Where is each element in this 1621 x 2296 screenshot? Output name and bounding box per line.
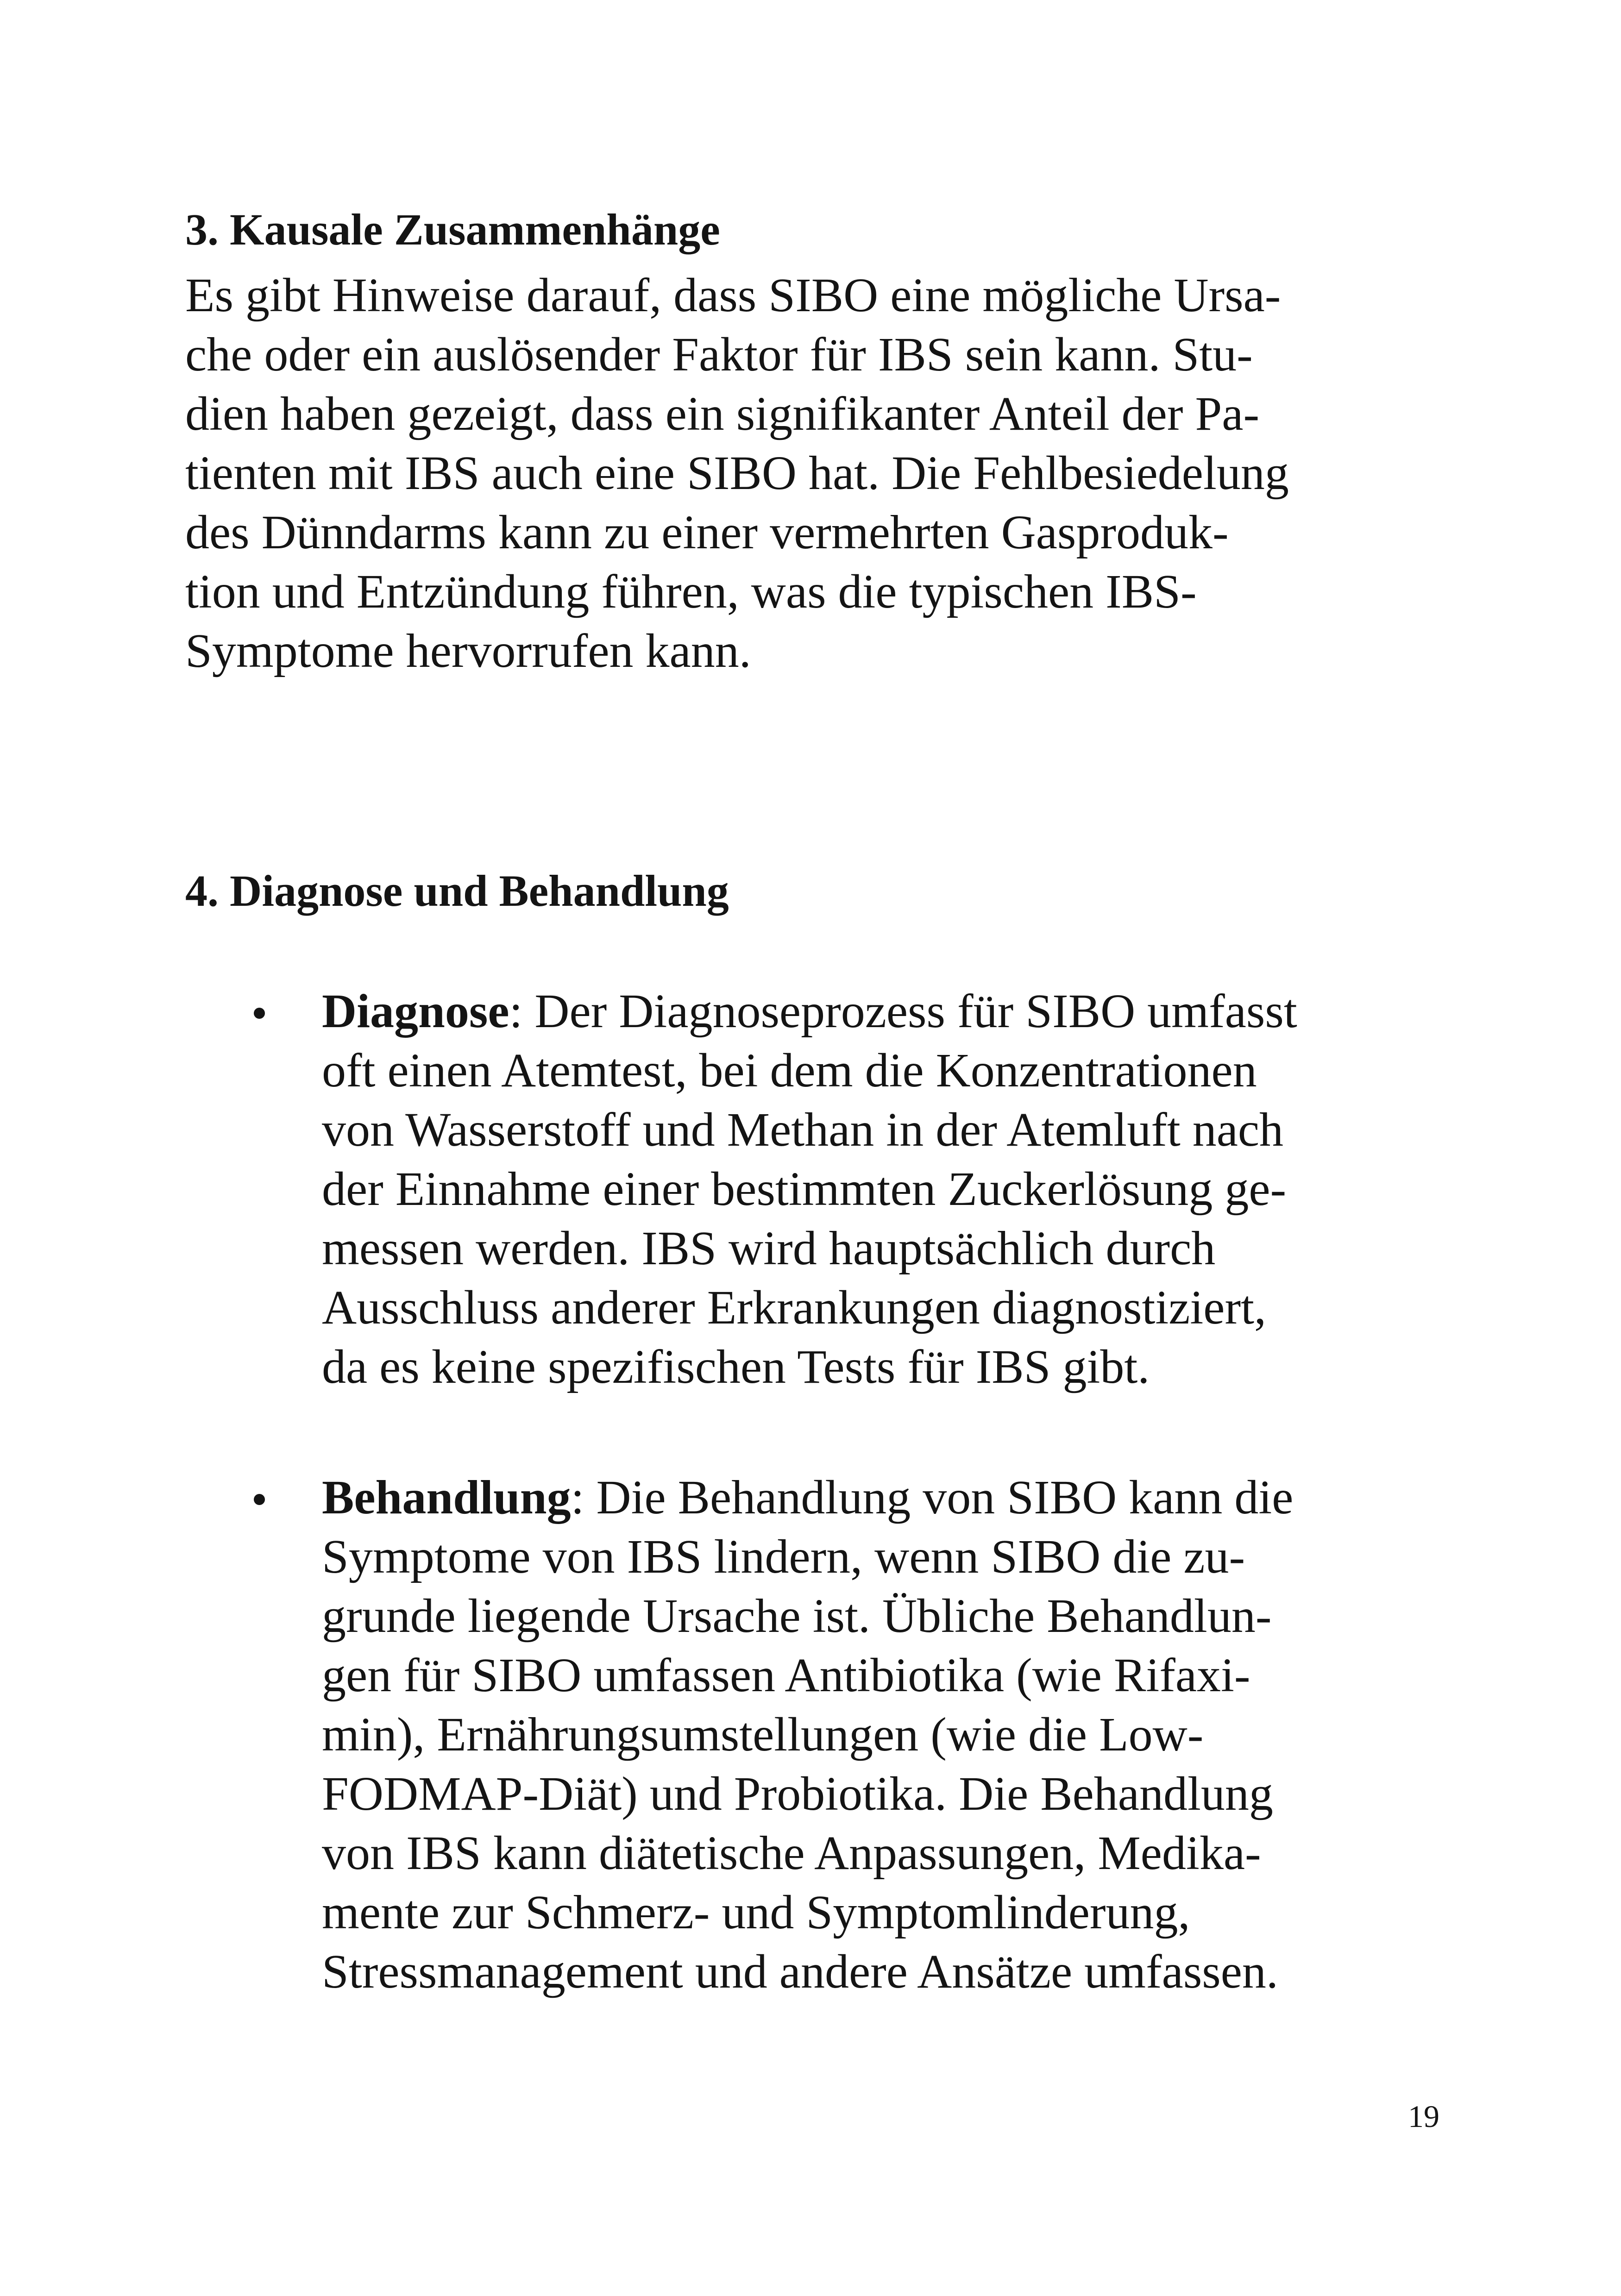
list-item-line: Stressmanagement und andere Ansätze umfassen. — [322, 1945, 1278, 1998]
list-item-line: gen für SIBO umfassen Antibiotika (wie Rifaxi- — [322, 1649, 1250, 1702]
bold-term: Behandlung — [322, 1471, 571, 1524]
bold-term: Diagnose — [322, 985, 509, 1038]
paragraph-line: che oder ein auslösender Faktor für IBS sein kann. Stu- — [185, 328, 1253, 381]
paragraph-line: Es gibt Hinweise darauf, dass SIBO eine mögliche Ursa- — [185, 269, 1281, 322]
list-item-text — [322, 982, 1297, 1397]
list-item-line: oft einen Atemtest, bei dem die Konzentrationen — [322, 1044, 1257, 1097]
list-item-line: FODMAP-Diät) und Probiotika. Die Behandlung — [322, 1767, 1273, 1820]
page-number: 19 — [1408, 2099, 1439, 2134]
section-heading: 3. Kausale Zusammenhänge — [185, 205, 720, 254]
list-item-line: Ausschluss anderer Erkrankungen diagnostiziert, — [322, 1281, 1266, 1334]
list-item-text — [322, 1468, 1293, 2001]
list-item-line: da es keine spezifischen Tests für IBS gibt. — [322, 1340, 1150, 1393]
paragraph-line: dien haben gezeigt, dass ein signifikanter Anteil der Pa- — [185, 387, 1260, 440]
list-item-line: min), Ernährungsumstellungen (wie die Low- — [322, 1708, 1204, 1761]
term-description: : Der Diagnoseprozess für SIBO umfasst — [509, 985, 1297, 1038]
list-item-line: messen werden. IBS wird hauptsächlich durch — [322, 1222, 1216, 1275]
list-item-line: grunde liegende Ursache ist. Übliche Behandlun- — [322, 1589, 1272, 1643]
bullet-icon — [254, 1494, 265, 1505]
list-item-line: mente zur Schmerz- und Symptomlinderung, — [322, 1886, 1190, 1939]
paragraph-line: tion und Entzündung führen, was die typischen IBS- — [185, 565, 1197, 618]
list-item-first-line — [322, 1468, 1293, 1527]
paragraph-line: Symptome hervorrufen kann. — [185, 624, 751, 678]
list-item-line: von Wasserstoff und Methan in der Atemluft nach — [322, 1103, 1284, 1156]
section-paragraph — [185, 266, 1289, 681]
list-item-line: von IBS kann diätetische Anpassungen, Medika- — [322, 1826, 1261, 1880]
list-item-line: Symptome von IBS lindern, wenn SIBO die zu- — [322, 1530, 1245, 1583]
term-description: : Die Behandlung von SIBO kann die — [571, 1471, 1294, 1524]
paragraph-line: des Dünndarms kann zu einer vermehrten Gasproduk- — [185, 506, 1229, 559]
section-heading: 4. Diagnose und Behandlung — [185, 866, 729, 916]
bullet-icon — [254, 1008, 265, 1019]
paragraph-line: tienten mit IBS auch eine SIBO hat. Die Fehlbesiedelung — [185, 446, 1289, 500]
list-item-line: der Einnahme einer bestimmten Zuckerlösung ge- — [322, 1162, 1287, 1216]
list-item-first-line — [322, 982, 1297, 1041]
